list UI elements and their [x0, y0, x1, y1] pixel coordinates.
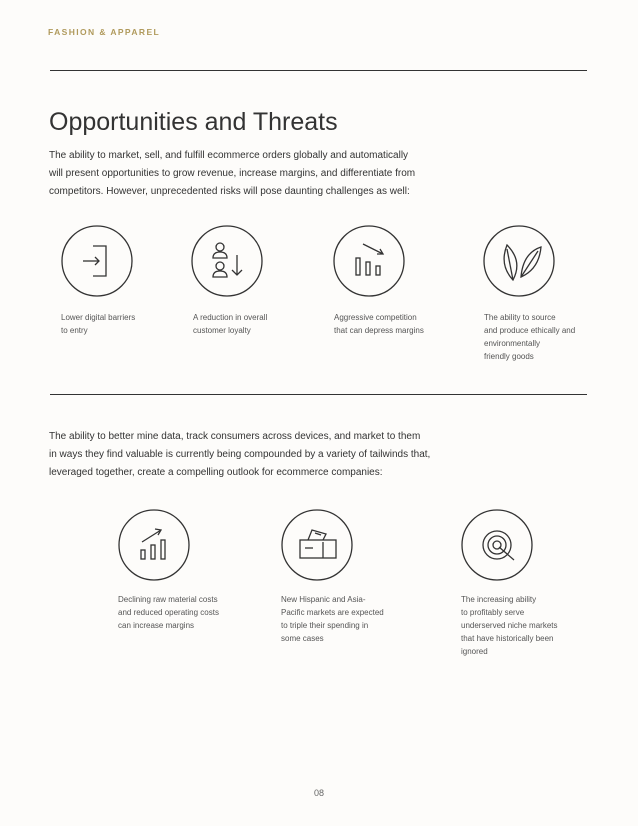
threat-caption-barriers: Lower digital barriers to entry [61, 313, 136, 335]
second-intro-paragraph: The ability to better mine data, track consumers across devices, and market to them in ways they find valuable is currently being compounded by a variety of tailwinds that, leveraged together, create a compelling outlook for ecommerce companies: [49, 431, 431, 478]
enter-door-icon [61, 225, 133, 297]
middle-divider [50, 394, 587, 395]
wallet-icon [281, 509, 353, 581]
intro-paragraph: The ability to market, sell, and fulfill ecommerce orders globally and automatically will present opportunities to grow revenue, increase margins, and differentiate from competitors. However, unprecedented risks will pose daunting challenges as well: [49, 150, 416, 197]
opportunity-caption-costs: Declining raw material costs and reduced operating costs can increase margins [118, 595, 219, 630]
top-divider [50, 70, 587, 71]
section-label: FASHION & APPAREL [48, 27, 161, 37]
page-title: Opportunities and Threats [49, 108, 338, 136]
threat-caption-loyalty: A reduction in overall customer loyalty [193, 313, 268, 335]
page-number: 08 [313, 788, 324, 798]
opportunity-caption-markets: New Hispanic and Asia- Pacific markets are expected to triple their spending in some cases [281, 595, 384, 643]
opportunity-caption-niche: The increasing ability to profitably serve underserved niche markets that have historically been ignored [461, 595, 558, 656]
threat-caption-sourcing: The ability to source and produce ethically and environmentally friendly goods [484, 313, 576, 361]
threat-caption-competition: Aggressive competition that can depress margins [334, 313, 424, 335]
bar-chart-up-icon [118, 509, 190, 581]
target-icon [461, 509, 533, 581]
leaves-icon [483, 225, 555, 297]
users-decline-icon [191, 225, 263, 297]
bar-chart-down-icon [333, 225, 405, 297]
